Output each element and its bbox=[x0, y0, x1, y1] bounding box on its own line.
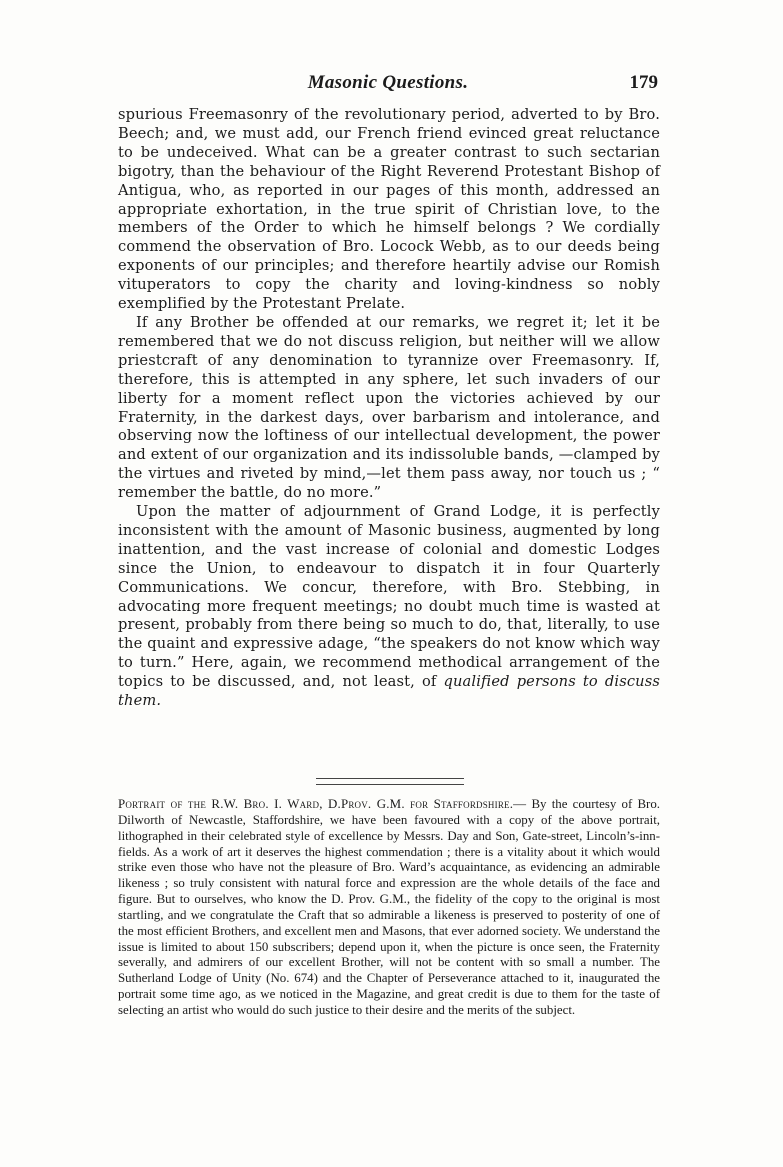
section-divider bbox=[316, 778, 464, 785]
paragraph-continuation: spurious Freemasonry of the revolutionary period, adverted to by Bro. Beech; and, we must add, our French friend evinced great reluctance to be undeceived. What can be a greater contrast to such sectarian bigotry, than the behaviour of the Right Reverend Protestant Bishop of Antigua, who, as reported in our pages of this month, addressed an appropriate exhortation, in the true spirit of Christian love, to the members of the Order to which he himself belongs ? We cordially commend the observation of Bro. Locock Webb, as to our deeds being exponents of our principles; and therefore heartily advise our Romish vituperators to copy the charity and loving-kindness so nobly exemplified by the Protestant Prelate. bbox=[118, 106, 660, 313]
running-title: Masonic Questions. bbox=[307, 72, 469, 93]
paragraph-grand-lodge-text: Upon the matter of adjournment of Grand Lodge, it is perfectly inconsistent with the amount of Masonic business, augmented by long inattention, and the vast increase of colonial and domestic Lodges since the Union, to endeavour to dispatch it in four Quarterly Communications. We concur, therefore, with Bro. Stebbing, in advocating more frequent meetings; no doubt much time is wasted at present, probably from there being so much to do, that, literally, to use the quaint and expressive adage, “the speakers do not know which way to turn.” Here, again, we recommend methodical arrangement of the topics to be discussed, and, not least, of bbox=[118, 503, 660, 691]
page-number: 179 bbox=[629, 72, 658, 93]
running-head bbox=[118, 72, 658, 100]
notice-text: By the courtesy of Bro. Dilworth of Newcastle, Staffordshire, we have been favoured with a copy of the above portrait, lithographed in their celebrated style of excellence by Messrs. Day and Son, Gate-street, Lincoln’s-inn-fields. As a work of art it deserves the highest commendation ; there is a vitality about it which would strike even those who have not the pleasure of Bro. Ward’s acquaintance, as evidencing an admirable likeness ; so truly consistent with natural force and expression are the whole details of the face and figure. But to ourselves, who know the D. Prov. G.M., the fidelity of the copy to the original is most startling, and we congratulate the Craft that so admirable a likeness is preserved to posterity of one of the most efficient Brothers, and excellent men and Masons, that ever adorned society. We understand the issue is limited to about 150 subscribers; depend upon it, when the picture is once seen, the Fraternity severally, and admirers of our excellent Brother, will not be content with so small a number. The Sutherland Lodge of Unity (No. 674) and the Chapter of Perseverance attached to it, inaugurated the portrait some time ago, as we noticed in the Magazine, and great credit is due to them for the taste of selecting an artist who would do such justice to their desire and the merits of the subject. bbox=[118, 797, 660, 1017]
paragraph-grand-lodge bbox=[118, 503, 660, 711]
paragraph-priestcraft: If any Brother be offended at our remarks, we regret it; let it be remembered that we do not discuss religion, but neither will we allow priestcraft of any denomination to tyrannize over Freemasonry. If, therefore, this is attempted in any sphere, let such invaders of our liberty for a moment reflect upon the victories achieved by our Fraternity, in the darkest days, over barbarism and intolerance, and observing now the loftiness of our intellectual development, the power and extent of our organization and its indissoluble bands, —clamped by the virtues and riveted by mind,—let them pass away, nor touch us ; “ remember the battle, do no more.” bbox=[118, 313, 660, 502]
closing-italic-phrase: qualified persons to discuss them. bbox=[118, 673, 660, 710]
portrait-notice bbox=[118, 797, 660, 1019]
article-body bbox=[118, 106, 660, 711]
notice-heading: Portrait of the R.W. Bro. I. Ward, D.Prov. G.M. for Staffordshire.— bbox=[118, 797, 527, 811]
